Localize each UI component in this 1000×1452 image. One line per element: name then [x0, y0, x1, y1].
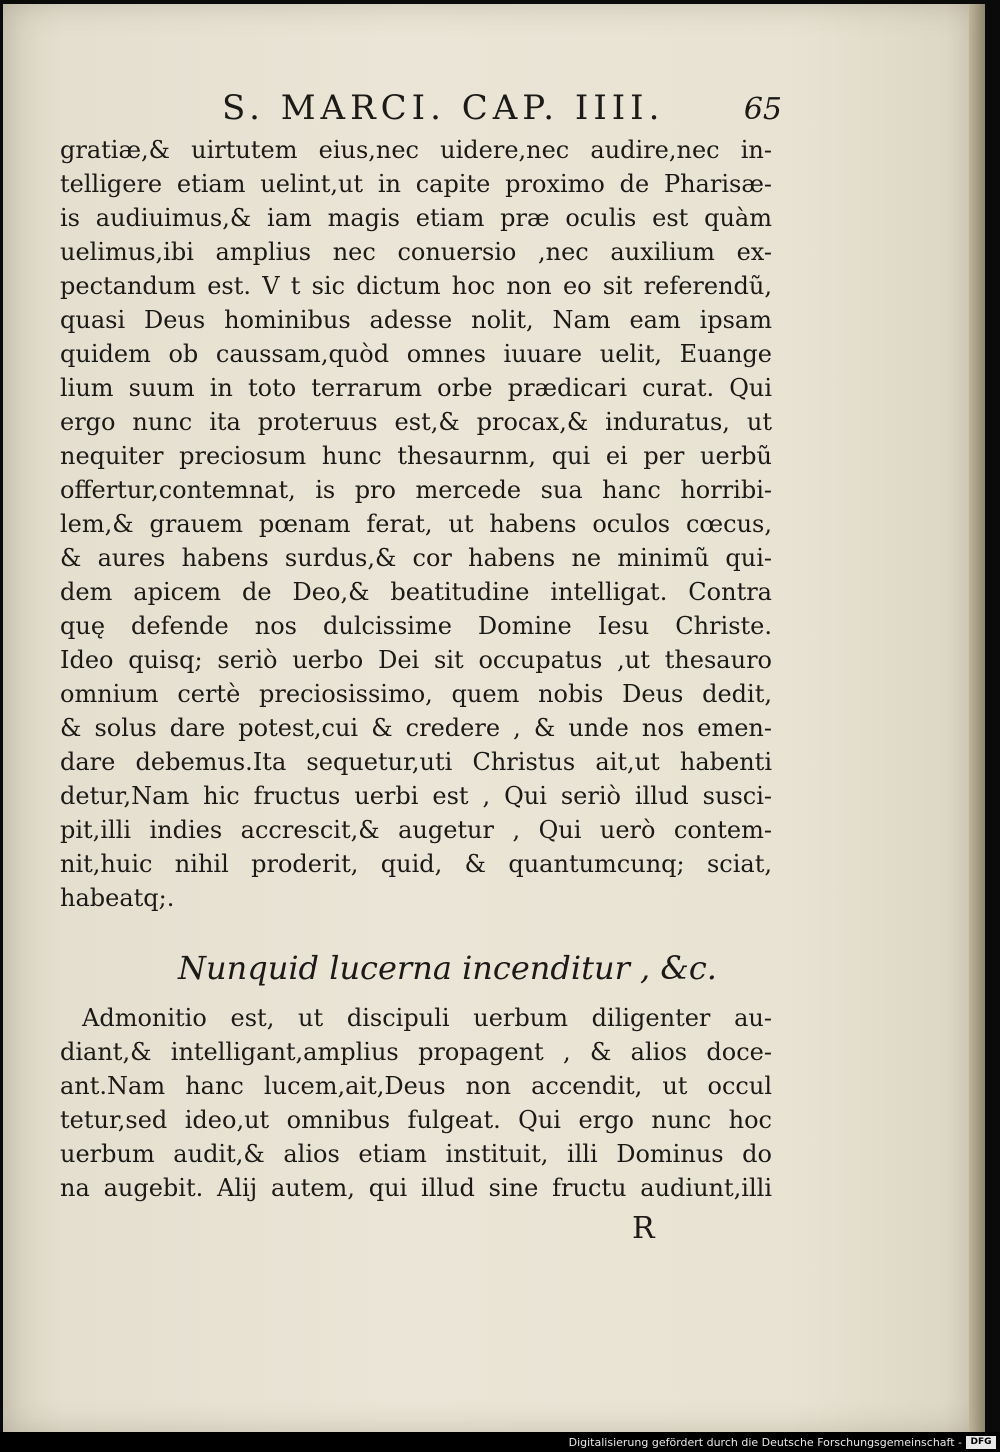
text-line: quę defende nos dulcissime Domine Iesu Christe.	[60, 612, 772, 640]
folio-number: 65	[743, 92, 782, 127]
paragraph-2	[60, 1001, 772, 1205]
text-line: pectandum est. V t sic dictum hoc non eo sit referendũ,	[60, 272, 772, 300]
text-line: quidem ob caussam,quòd omnes iuuare uelit, Euange	[60, 340, 772, 368]
text-line: uerbum audit,& alios etiam instituit, illi Dominus do	[60, 1140, 772, 1168]
signature-mark: R	[632, 1211, 655, 1246]
text-line: & aures habens surdus,& cor habens ne minimũ qui-	[60, 544, 772, 572]
text-line: nequiter preciosum hunc thesaurnm, qui ei per uerbũ	[60, 442, 772, 470]
text-line: telligere etiam uelint,ut in capite proximo de Pharisæ-	[60, 170, 772, 198]
text-line: ergo nunc ita proteruus est,& procax,& induratus, ut	[60, 408, 772, 436]
text-line: offertur,contemnat, is pro mercede sua hanc horribi-	[60, 476, 772, 504]
text-line: Ideo quisq; seriò uerbo Dei sit occupatus ,ut thesauro	[60, 646, 772, 674]
section-heading: Nunquid lucerna incenditur , &c.	[178, 949, 717, 987]
text-line: habeatq;.	[60, 884, 175, 912]
footer-bar	[0, 1432, 1000, 1452]
text-line: pit,illi indies accrescit,& augetur , Qui uerò contem-	[60, 816, 772, 844]
running-head	[222, 80, 782, 130]
text-line: quasi Deus hominibus adesse nolit, Nam eam ipsam	[60, 306, 772, 334]
text-line: ant.Nam hanc lucem,ait,Deus non accendit, ut occul	[60, 1072, 772, 1100]
text-line: Admonitio est, ut discipuli uerbum diligenter au-	[82, 1004, 772, 1032]
text-line: dem apicem de Deo,& beatitudine intelligat. Contra	[60, 578, 772, 606]
text-line: uelimus,ibi amplius nec conuersio ,nec auxilium ex-	[60, 238, 772, 266]
paragraph-1	[60, 133, 772, 915]
text-line: is audiuimus,& iam magis etiam præ oculis est quàm	[60, 204, 772, 232]
text-line: na augebit. Alij autem, qui illud sine fructu audiunt,illi	[60, 1174, 772, 1202]
page-edge	[969, 4, 985, 1432]
running-head-title: S. MARCI. CAP. IIII.	[222, 88, 665, 128]
dfg-logo: DFG	[966, 1436, 996, 1449]
text-line: lium suum in toto terrarum orbe prædicari curat. Qui	[60, 374, 772, 402]
text-line: & solus dare potest,cui & credere , & unde nos emen-	[60, 714, 772, 742]
text-line: detur,Nam hic fructus uerbi est , Qui seriò illud susci-	[60, 782, 772, 810]
text-line: lem,& grauem pœnam ferat, ut habens oculos cœcus,	[60, 510, 772, 538]
text-line: omnium certè preciosissimo, quem nobis Deus dedit,	[60, 680, 772, 708]
text-line: nit,huic nihil proderit, quid, & quantumcunq; sciat,	[60, 850, 772, 878]
text-line: dare debemus.Ita sequetur,uti Christus ait,ut habenti	[60, 748, 772, 776]
footer-credit: Digitalisierung gefördert durch die Deutsche Forschungsgemeinschaft -	[568, 1436, 962, 1449]
text-line: tetur,sed ideo,ut omnibus fulgeat. Qui ergo nunc hoc	[60, 1106, 772, 1134]
text-line: diant,& intelligant,amplius propagent , & alios doce-	[60, 1038, 772, 1066]
text-line: gratiæ,& uirtutem eius,nec uidere,nec audire,nec in-	[60, 136, 772, 164]
